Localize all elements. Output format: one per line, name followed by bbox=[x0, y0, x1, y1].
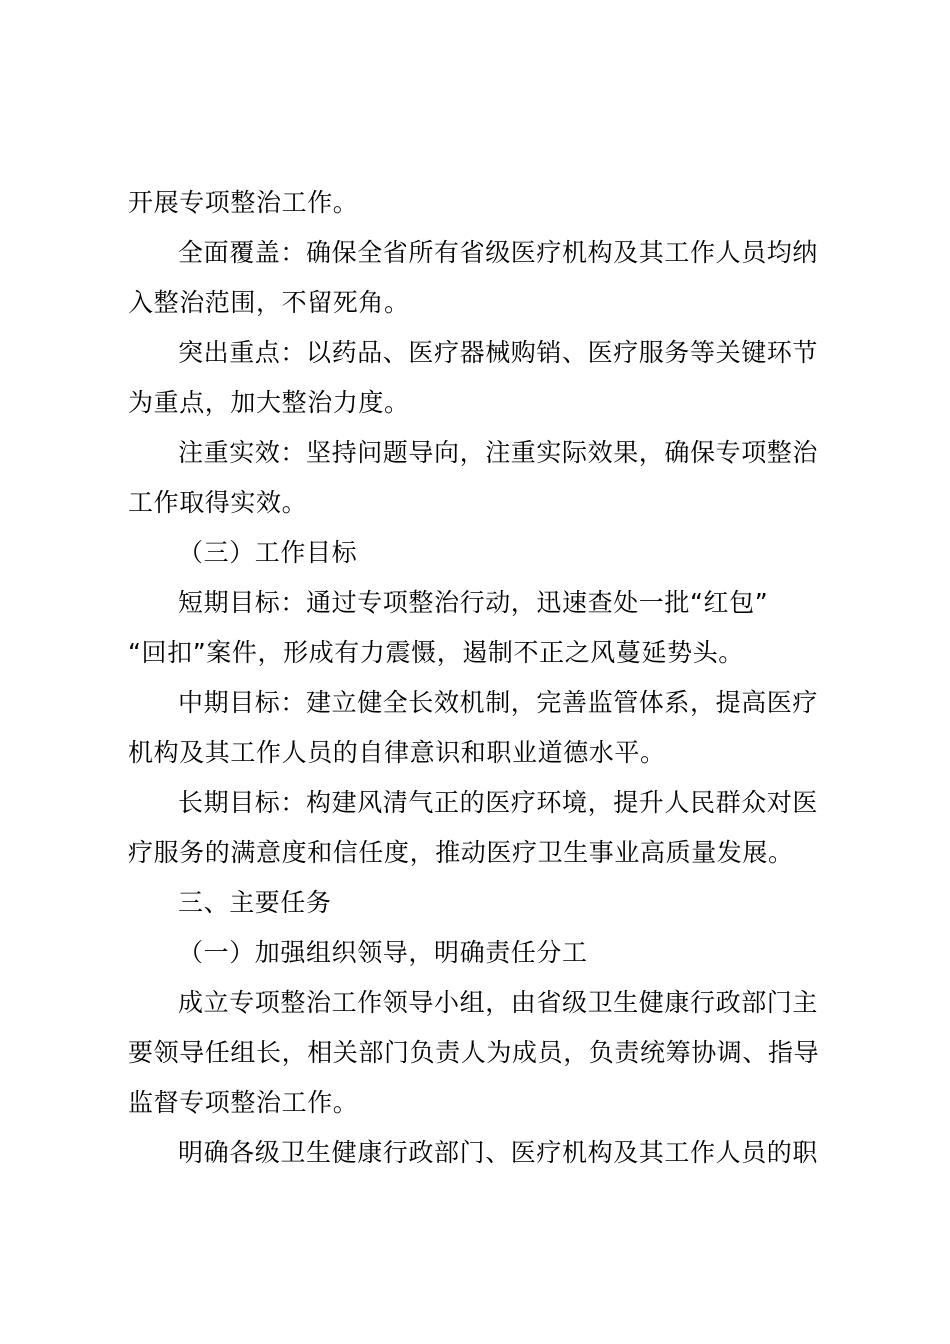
paragraph-line: 机构及其工作人员的自律意识和职业道德水平。 bbox=[128, 738, 666, 767]
paragraph-line: “回扣”案件，形成有力震慑，遏制不正之风蔓延势头。 bbox=[128, 638, 744, 667]
section-heading: 三、主要任务 bbox=[178, 888, 332, 917]
paragraph-line: 突出重点：以药品、医疗器械购销、医疗服务等关键环节 bbox=[178, 338, 819, 367]
section-heading: （三）工作目标 bbox=[178, 538, 358, 567]
paragraph-line: 疗服务的满意度和信任度，推动医疗卫生事业高质量发展。 bbox=[128, 838, 794, 867]
subsection-heading: （一）加强组织领导，明确责任分工 bbox=[178, 938, 588, 967]
paragraph-line: 中期目标：建立健全长效机制，完善监管体系，提高医疗 bbox=[178, 688, 819, 717]
paragraph-line: 入整治范围，不留死角。 bbox=[128, 288, 410, 317]
paragraph-line: 工作取得实效。 bbox=[128, 488, 308, 517]
paragraph-line: 明确各级卫生健康行政部门、医疗机构及其工作人员的职 bbox=[178, 1138, 819, 1167]
paragraph-line: 注重实效：坚持问题导向，注重实际效果，确保专项整治 bbox=[178, 438, 819, 467]
paragraph-line: 开展专项整治工作。 bbox=[128, 188, 359, 217]
paragraph-line: 长期目标：构建风清气正的医疗环境，提升人民群众对医 bbox=[178, 788, 819, 817]
paragraph-line: 监督专项整治工作。 bbox=[128, 1088, 359, 1117]
paragraph-line: 全面覆盖：确保全省所有省级医疗机构及其工作人员均纳 bbox=[178, 238, 819, 267]
paragraph-line: 成立专项整治工作领导小组，由省级卫生健康行政部门主 bbox=[178, 988, 819, 1017]
paragraph-line: 短期目标：通过专项整治行动，迅速查处一批“红包” bbox=[178, 588, 769, 617]
paragraph-line: 要领导任组长，相关部门负责人为成员，负责统筹协调、指导 bbox=[128, 1038, 820, 1067]
paragraph-line: 为重点，加大整治力度。 bbox=[128, 388, 410, 417]
